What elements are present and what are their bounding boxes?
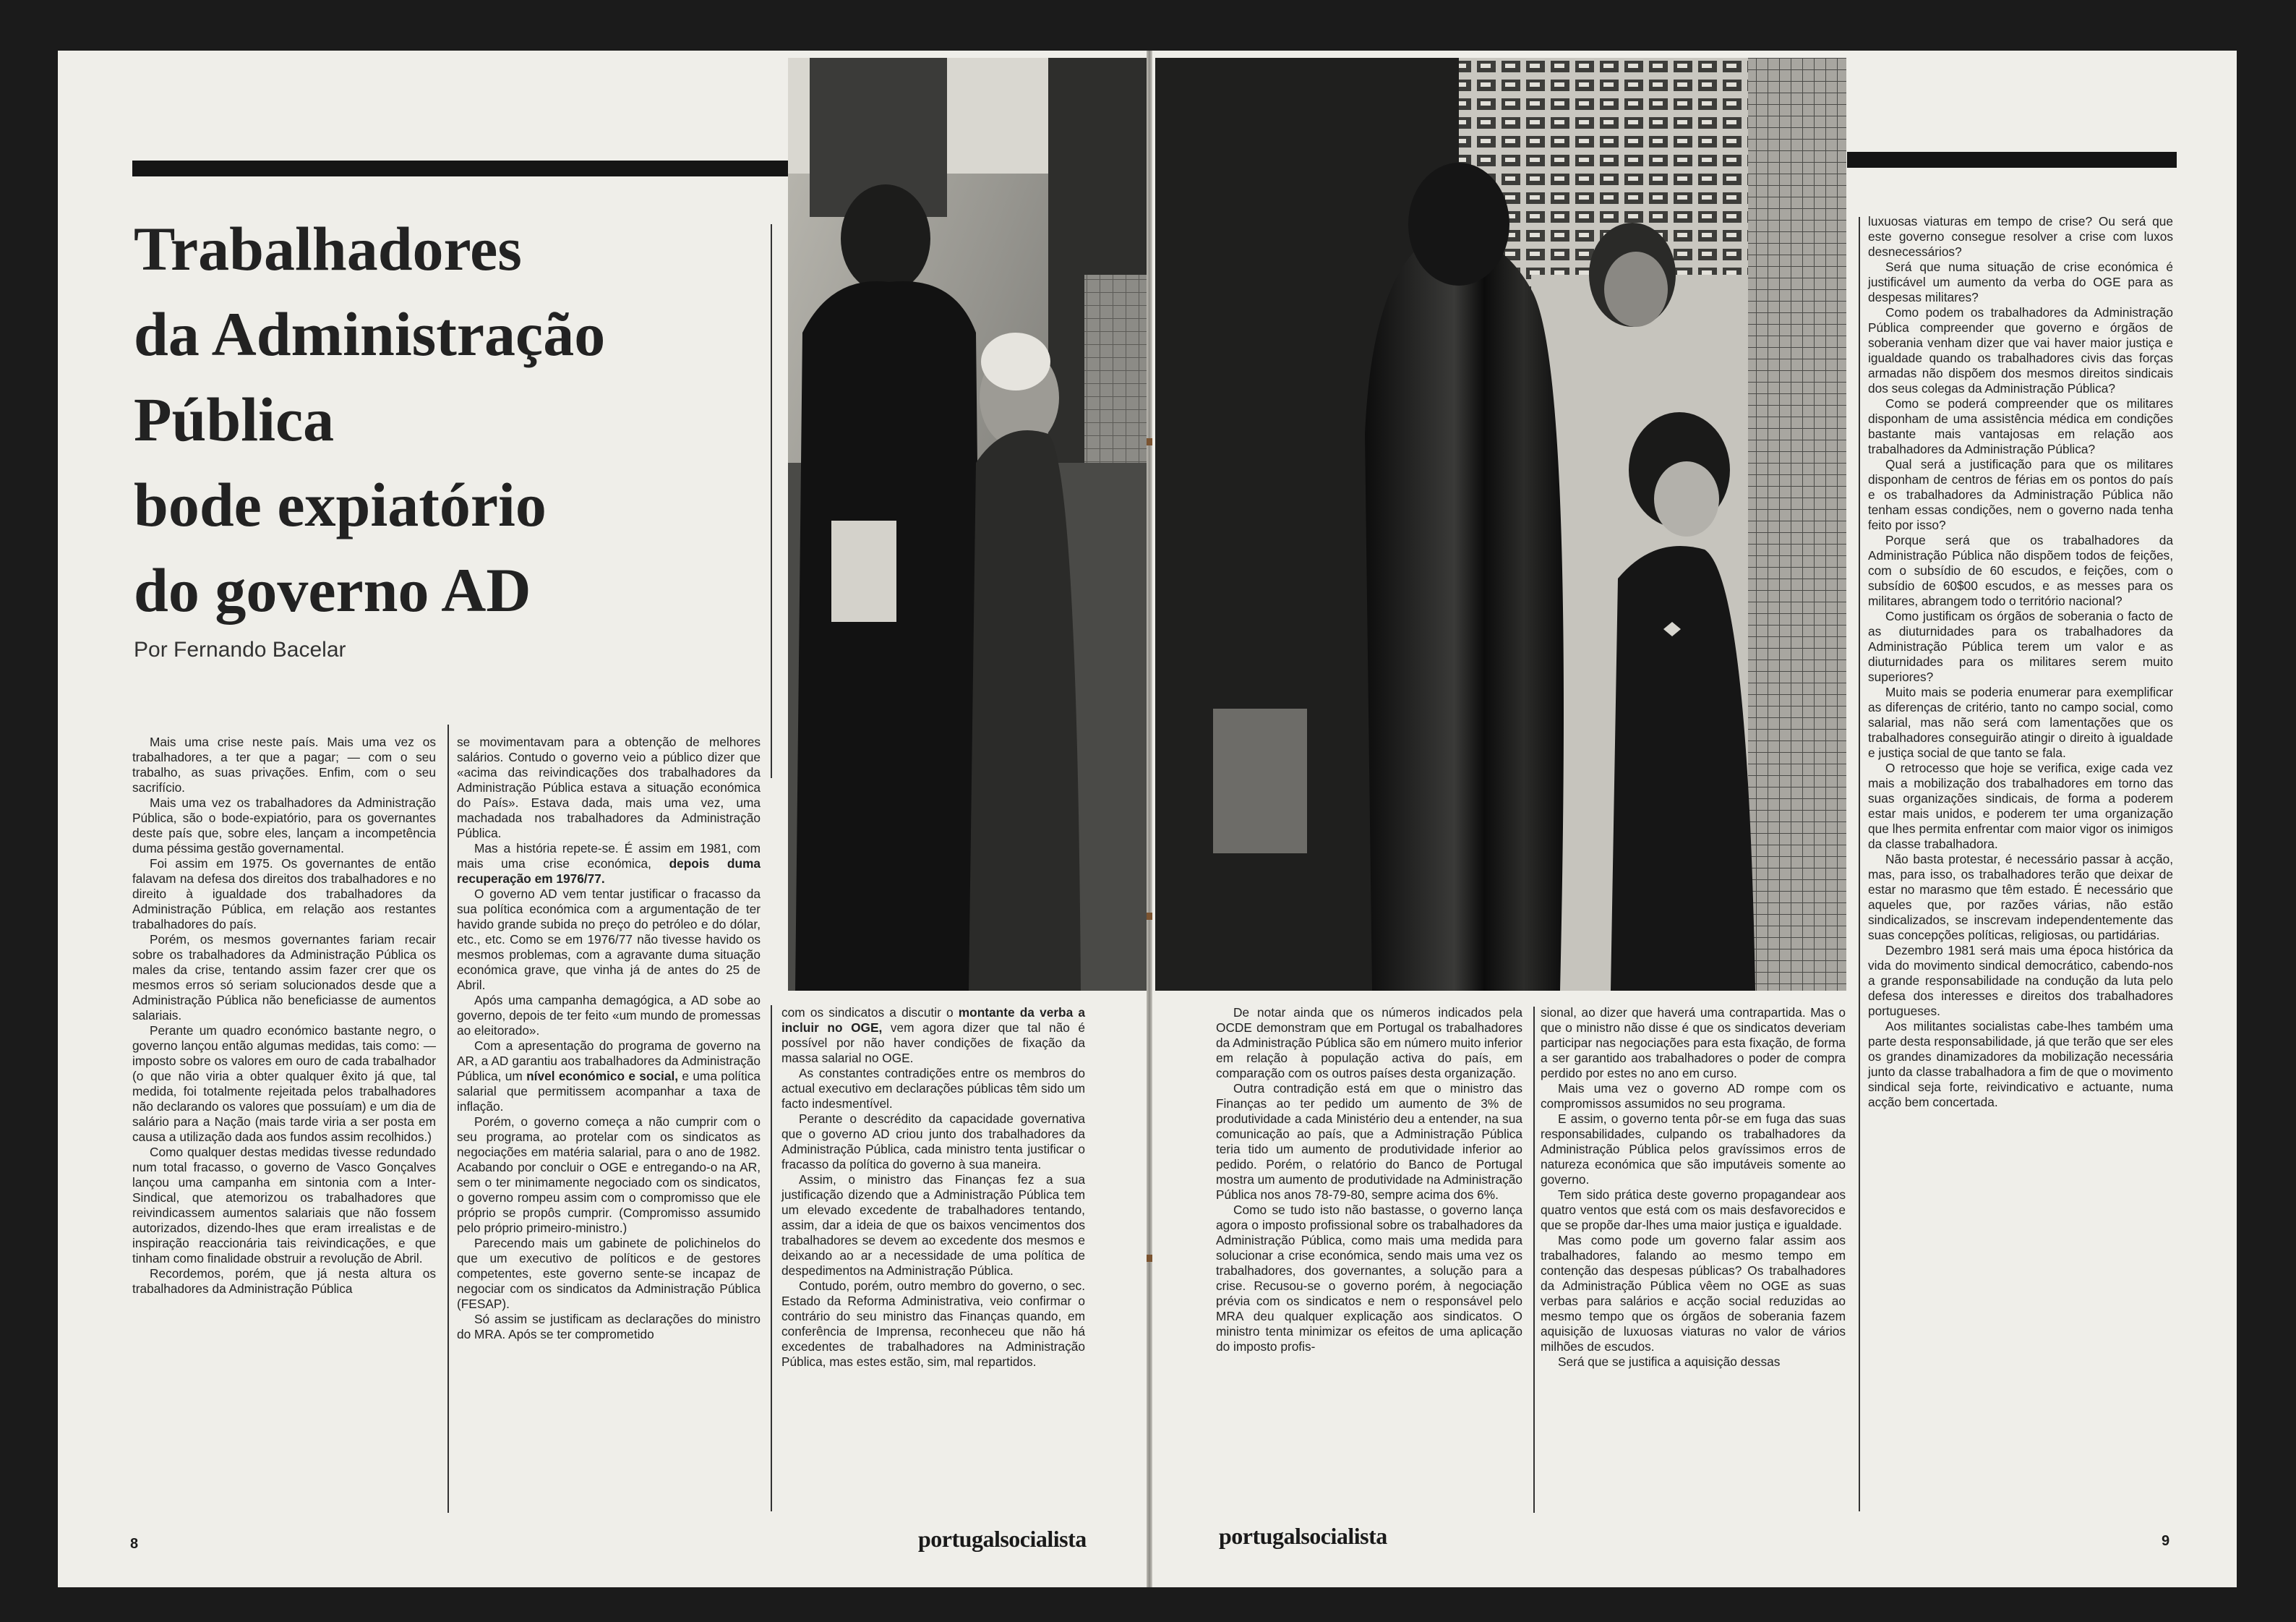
column-rule xyxy=(771,224,772,778)
article-column-4 xyxy=(1216,1005,1522,1354)
paragraph: Como podem os trabalhadores da Administração Pública compreender que governo e órgãos de soberania venham dizer que vai haver maior justiça e igualdade quando os trabalhadores civis das forças armadas não dispõem dos mesmos direitos sindicais dos seus colegas da Administração Pública? xyxy=(1868,305,2173,396)
paragraph: Assim, o ministro das Finanças fez a sua justificação dizendo que a Administração Pública tem um elevado excedente de trabalhadores tentando, assim, dar a ideia de que os baixos vencimentos dos trabalhadores se devem ao excedente dos mesmos e deixando ao ar a necessidade de uma política de despedimentos na Administração Pública. xyxy=(781,1172,1085,1278)
paragraph: Outra contradição está em que o ministro das Finanças ao ter pedido um aumento de 3% de produtividade a cada Ministério deu a entender, na sua comunicação ao país, que a Administração Pública teria tido um aumento de produtividade inferior ao pedido. Porém, o relatório do Banco de Portugal mostra um aumento de produtividade na Administração Pública nos anos 78-79-80, sempre acima dos 6%. xyxy=(1216,1081,1522,1202)
column-rule xyxy=(771,1005,772,1511)
column-rule xyxy=(1859,217,1860,1511)
crowd-photo-left xyxy=(788,58,1147,991)
staple xyxy=(1147,913,1152,920)
page-number-right: 9 xyxy=(2162,1533,2170,1549)
page-number-left: 8 xyxy=(130,1536,139,1552)
byline: Por Fernando Bacelar xyxy=(134,638,346,662)
header-rule-right xyxy=(1847,152,2177,168)
paragraph: se movimentavam para a obtenção de melhores salários. Contudo o governo veio a público dizer que «acima das reivindicações dos trabalhadores da Administração Pública estava a situação económica do País». Estava dada, mais uma vez, uma machadada nos trabalhadores da Administração Pública. xyxy=(457,735,761,840)
paragraph: Mas como pode um governo falar assim aos trabalhadores, falando ao mesmo tempo em contenção das despesas públicas? Os trabalhadores da Administração Pública vêem no OGE as suas verbas para salários e acção social reduzidas ao mesmo tempo que os órgãos de soberania fazem aquisição de luxuosas viaturas no valor de vários milhões de escudos. xyxy=(1541,1233,1846,1354)
paragraph: Como justificam os órgãos de soberania o facto de as diuturnidades para os trabalhadores da Administração Pública terem um valor e as diuturnidades para os militares serem muito superiores? xyxy=(1868,609,2173,684)
page-gutter xyxy=(1147,51,1152,1587)
paragraph: Muito mais se poderia enumerar para exemplificar as diferenças de critério, tanto no campo social, como salarial, mas não será com lamentações que os trabalhadores conseguirão atingir o direito à igualdade e justiça social de que tanto se fala. xyxy=(1868,685,2173,760)
paragraph: As constantes contradições entre os membros do actual executivo em declarações públicas têm sido um facto indesmentível. xyxy=(781,1066,1085,1111)
photo-right-half xyxy=(1155,58,1846,991)
headline-line: Trabalhadores xyxy=(134,214,522,283)
headline-line: da Administração xyxy=(134,299,606,369)
paragraph: Porém, os mesmos governantes fariam recair sobre os trabalhadores da Administração Pública os males da crise, tentando assim fazer crer que os mesmos erros só seriam solucionados desde que a Administração Pública não beneficiasse de aumentos salariais. xyxy=(132,932,436,1023)
paragraph: Recordemos, porém, que já nesta altura os trabalhadores da Administração Pública xyxy=(132,1266,436,1296)
paragraph: Só assim se justificam as declarações do ministro do MRA. Após se ter comprometido xyxy=(457,1312,761,1341)
paragraph: Com a apresentação do programa de governo na AR, a AD garantiu aos trabalhadores da Administração Pública, um nível económico e social, e uma política salarial que permitissem acompanhar a taxa de inflação. xyxy=(457,1038,761,1114)
crowd-photo-right xyxy=(1155,58,1846,991)
photo-left-half xyxy=(788,58,1147,991)
headline-line: do governo AD xyxy=(134,555,531,625)
header-rule-left xyxy=(132,161,792,176)
paragraph: Foi assim em 1975. Os governantes de então falavam na defesa dos direitos dos trabalhadores e no direito à igualdade dos trabalhadores da Administração Pública, em relação aos restantes trabalhadores do país. xyxy=(132,856,436,931)
paragraph: Mais uma vez o governo AD rompe com os compromissos assumidos no seu programa. xyxy=(1541,1081,1846,1111)
paragraph: com os sindicatos a discutir o montante da verba a incluir no OGE, vem agora dizer que tal não é possível por não haver condições de fixação da massa salarial no OGE. xyxy=(781,1005,1085,1065)
paragraph: Tem sido prática deste governo propagandear aos quatro ventos que está com os mais desfavorecidos e que se propõe dar-lhes uma maior justiça e igualdade. xyxy=(1541,1187,1846,1232)
paragraph: Será que se justifica a aquisição dessas xyxy=(1558,1354,1781,1369)
paragraph: O retrocesso que hoje se verifica, exige cada vez mais a mobilização dos trabalhadores em torno das suas organizações sindicais, de forma a poderem estar mais unidos, e poderem ter uma organização que lhes permita enfrentar com maior vigor os inimigos da classe trabalhadora. xyxy=(1868,761,2173,851)
paragraph: Como se poderá compreender que os militares disponham de uma assistência médica em condições bastante mais vantajosas em relação aos trabalhadores da Administração Pública? xyxy=(1868,396,2173,456)
staple xyxy=(1147,438,1152,445)
paragraph: Após uma campanha demagógica, a AD sobe ao governo, depois de ter feito «um mundo de promessas ao eleitorado». xyxy=(457,993,761,1038)
paragraph: Qual será a justificação para que os militares disponham de centros de férias em os pontos do país e os trabalhadores da Administração Pública não tenham essas condições, nem o governo nada tenha feito por isso? xyxy=(1868,457,2173,532)
paragraph: O governo AD vem tentar justificar o fracasso da sua política económica com a argumentação de ter havido grande subida no preço do petróleo e do dólar, etc., etc. Como se em 1976/77 não tivesse havido os mesmos problemas, com a agravante duma situação económica grave, que vinha já de antes do 25 de Abril. xyxy=(457,887,761,992)
paragraph: Porque será que os trabalhadores da Administração Pública não dispõem todos de feições, com o subsídio de 60 escudos, e feições, com o subsídio de 60$00 escudos, e as messes para os militares, abrangem todo o território nacional? xyxy=(1868,533,2173,608)
article-headline xyxy=(134,206,784,633)
paragraph: Como se tudo isto não bastasse, o governo lança agora o imposto profissional sobre os trabalhadores da Administração Pública, como mais uma medida para solucionar a crise económica, sendo mais uma vez os trabalhadores, dos governantes, a solução para a crise. Recusou-se o governo porém, à negociação prévia com os sindicatos e nem o responsável pelo MRA deu qualquer explicação aos sindicatos. O ministro tenta minimizar os efeitos de uma aplicação do imposto profis- xyxy=(1216,1203,1522,1354)
paragraph: Dezembro 1981 será mais uma época histórica da vida do movimento sindical democrático, cabendo-nos a grande responsabilidade na condução da luta pelo defesa dos interesses e direitos dos trabalhadores portugueses. xyxy=(1868,943,2173,1018)
paragraph: Não basta protestar, é necessário passar à acção, mas, para isso, os trabalhadores terão que deixar de estar no marasmo que têm estado. É necessário que aqueles que, por razões várias, não estão sindicalizados, se inscrevam independentemente das suas concepções políticas, religiosas, ou partidárias. xyxy=(1868,852,2173,942)
column-rule xyxy=(1533,1007,1535,1513)
headline-line: Pública xyxy=(134,385,335,454)
paragraph: Perante o descrédito da capacidade governativa que o governo AD criou junto dos trabalhadores da Administração Pública, cada ministro tenta justificar o fracasso da política do governo à sua maneira. xyxy=(781,1111,1085,1171)
bold-phrase: nível económico e social, xyxy=(526,1069,679,1083)
paragraph: Porém, o governo começa a não cumprir com o seu programa, ao protelar com os sindicatos as negociações em matéria salarial, para o ano de 1982. Acabando por concluir o OGE e entregando-o na AR, sem o ter minimamente negociado com os sindicatos, o governo rompeu assim com o compromisso que ele próprio se propôs cumprir. (Compromisso assumido pelo próprio primeiro-ministro.) xyxy=(457,1114,761,1235)
staple xyxy=(1147,1255,1152,1262)
paragraph: Mas a história repete-se. É assim em 1981, com mais uma crise económica, depois duma recuperação em 1976/77. xyxy=(457,841,761,886)
paragraph: Mais uma crise neste país. Mais uma vez os trabalhadores, a ter que a pagar; — com o seu trabalho, as suas privações. Enfim, com o seu sacrifício. xyxy=(132,735,436,795)
paragraph: Será que numa situação de crise económica é justificável um aumento da verba do OGE para as despesas militares? xyxy=(1868,260,2173,304)
paragraph: Como qualquer destas medidas tivesse redundado num total fracasso, o governo de Vasco Gonçalves lançou uma campanha em sintonia com a Inter-Sindical, que atemorizou os trabalhadores que reivindicassem aumentos salariais que não fossem autorizados, dizendo-lhes que eram irrealistas e de inspiração reaccionária tais reivindicações, e que tinham como finalidade obstruir a revolução de Abril. xyxy=(132,1145,436,1265)
paragraph: Perante um quadro económico bastante negro, o governo lançou então algumas medidas, tais como: — imposto sobre os valores em ouro de cada trabalhador (o que não viria a obter qualquer êxito já que, tal medida, foi totalmente rejeitada pelos trabalhadores não declarando os valores que possuíam) e um dia de salário para a Nação (mais tarde viria a ser posta em causa a utilização dada aos fundos assim recolhidos.) xyxy=(132,1023,436,1144)
paragraph: E assim, o governo tenta pôr-se em fuga das suas responsabilidades, culpando os trabalhadores da Administração Pública pelos gravíssimos erros de natureza económica que são imputáveis somente ao governo. xyxy=(1541,1111,1846,1187)
paragraph: sional, ao dizer que haverá uma contrapartida. Mas o que o ministro não disse é que os sindicatos deveriam participar nas negociações para esta fixação, de forma a ser garantido aos trabalhadores o poder de compra perdido por estes no ano em curso. xyxy=(1541,1005,1846,1080)
headline-line: bode expiatório xyxy=(134,470,547,539)
article-column-5 xyxy=(1541,1005,1846,1370)
paragraph: Parecendo mais um gabinete de polichinelos do que um executivo de políticos e de gestores competentes, este governo sente-se incapaz de negociar com os sindicatos da Administração Pública (FESAP). xyxy=(457,1236,761,1311)
bold-phrase: depois duma recuperação em 1976/77. xyxy=(457,856,761,886)
masthead-right: portugalsocialista xyxy=(1219,1523,1387,1549)
article-column-6 xyxy=(1868,214,2173,1110)
article-column-2 xyxy=(457,735,761,1342)
paragraph: luxuosas viaturas em tempo de crise? Ou será que este governo consegue resolver a crise com luxos desnecessários? xyxy=(1868,214,2173,259)
paragraph: Contudo, porém, outro membro do governo, o sec. Estado da Reforma Administrativa, veio confirmar o contrário do seu ministro das Finanças quando, em conferência de Imprensa, reconheceu que não há excedentes de trabalhadores na Administração Pública, mas estes estão, sim, mal repartidos. xyxy=(781,1279,1085,1369)
article-column-1 xyxy=(132,735,436,1297)
paragraph: Mais uma vez os trabalhadores da Administração Pública, são o bode-expiatório, para os governantes deste país que, sobre eles, lançam a incompetência duma péssima gestão governamental. xyxy=(132,795,436,855)
masthead-left: portugalsocialista xyxy=(918,1526,1087,1552)
paragraph: Aos militantes socialistas cabe-lhes também uma parte desta responsabilidade, já que terão que ser eles os grandes dinamizadores da mobilização necessária junto da classe trabalhadora a fim de que o movimento sindical seja forte, reivindicativo e actuante, numa acção bem concertada. xyxy=(1868,1019,2173,1109)
bold-phrase: montante da verba a incluir no OGE, xyxy=(781,1005,1085,1035)
article-column-3 xyxy=(781,1005,1085,1370)
column-rule xyxy=(447,725,449,1513)
paragraph: De notar ainda que os números indicados pela OCDE demonstram que em Portugal os trabalhadores da Administração Pública são em número muito inferior em relação à população activa do país, em comparação com os outros países desta organização. xyxy=(1216,1005,1522,1080)
